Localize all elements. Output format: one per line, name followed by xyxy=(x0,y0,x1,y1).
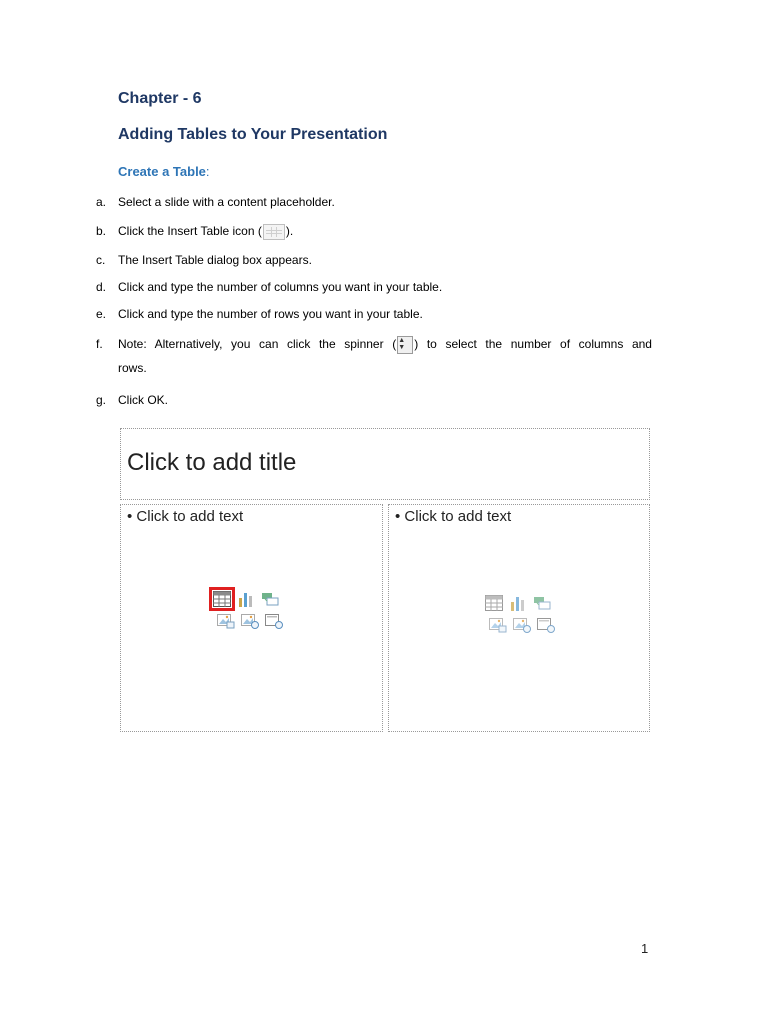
table-icon xyxy=(263,224,285,240)
list-item-text: ). xyxy=(285,224,294,238)
chapter-title: Chapter - 6 xyxy=(118,90,202,107)
table-icon[interactable] xyxy=(485,595,503,611)
list-item-text: Click the Insert Table icon ( xyxy=(118,224,262,238)
picture-icon[interactable] xyxy=(489,617,507,633)
list-marker: c. xyxy=(96,253,106,267)
smartart-icon[interactable] xyxy=(533,595,551,611)
content-icon-cluster xyxy=(485,595,555,639)
list-item-text: ) to select the number of columns and xyxy=(414,337,652,352)
subsection-title xyxy=(118,164,210,179)
subsection-colon: : xyxy=(205,164,210,179)
content-icon-cluster xyxy=(213,591,283,635)
list-marker: f. xyxy=(96,337,103,351)
list-marker: b. xyxy=(96,224,107,238)
clipart-icon[interactable] xyxy=(241,613,259,629)
page-number: 1 xyxy=(641,941,649,956)
list-item-text: Select a slide with a content placeholder. xyxy=(118,195,335,209)
list-marker: d. xyxy=(96,280,107,294)
table-icon[interactable] xyxy=(213,591,231,607)
list-item-text-continued: rows. xyxy=(118,361,147,375)
list-item-text: Click and type the number of columns you want in your table. xyxy=(118,280,443,294)
list-marker: a. xyxy=(96,195,107,209)
picture-icon[interactable] xyxy=(217,613,235,629)
content-placeholder-left[interactable] xyxy=(120,504,383,732)
list-item-text: The Insert Table dialog box appears. xyxy=(118,253,312,267)
chart-icon[interactable] xyxy=(237,591,255,607)
media-icon[interactable] xyxy=(265,613,283,629)
spinner-icon: ▲ ▼ xyxy=(397,336,413,354)
media-icon[interactable] xyxy=(537,617,555,633)
list-item-text: Click and type the number of rows you want in your table. xyxy=(118,307,423,321)
title-placeholder[interactable] xyxy=(120,428,650,500)
list-item-text: Note: Alternatively, you can click the spinner ( xyxy=(118,337,397,352)
chart-icon[interactable] xyxy=(509,595,527,611)
content-placeholder-right[interactable] xyxy=(388,504,650,732)
content-placeholder-text: • Click to add text xyxy=(395,508,512,525)
smartart-icon[interactable] xyxy=(261,591,279,607)
list-marker: g. xyxy=(96,393,107,407)
content-placeholder-text: • Click to add text xyxy=(127,508,244,525)
title-placeholder-text: Click to add title xyxy=(127,449,297,476)
clipart-icon[interactable] xyxy=(513,617,531,633)
section-title: Adding Tables to Your Presentation xyxy=(118,126,388,143)
list-item-text: Click OK. xyxy=(118,393,169,407)
list-marker: e. xyxy=(96,307,107,321)
subsection-title-text: Create a Table xyxy=(118,164,206,179)
